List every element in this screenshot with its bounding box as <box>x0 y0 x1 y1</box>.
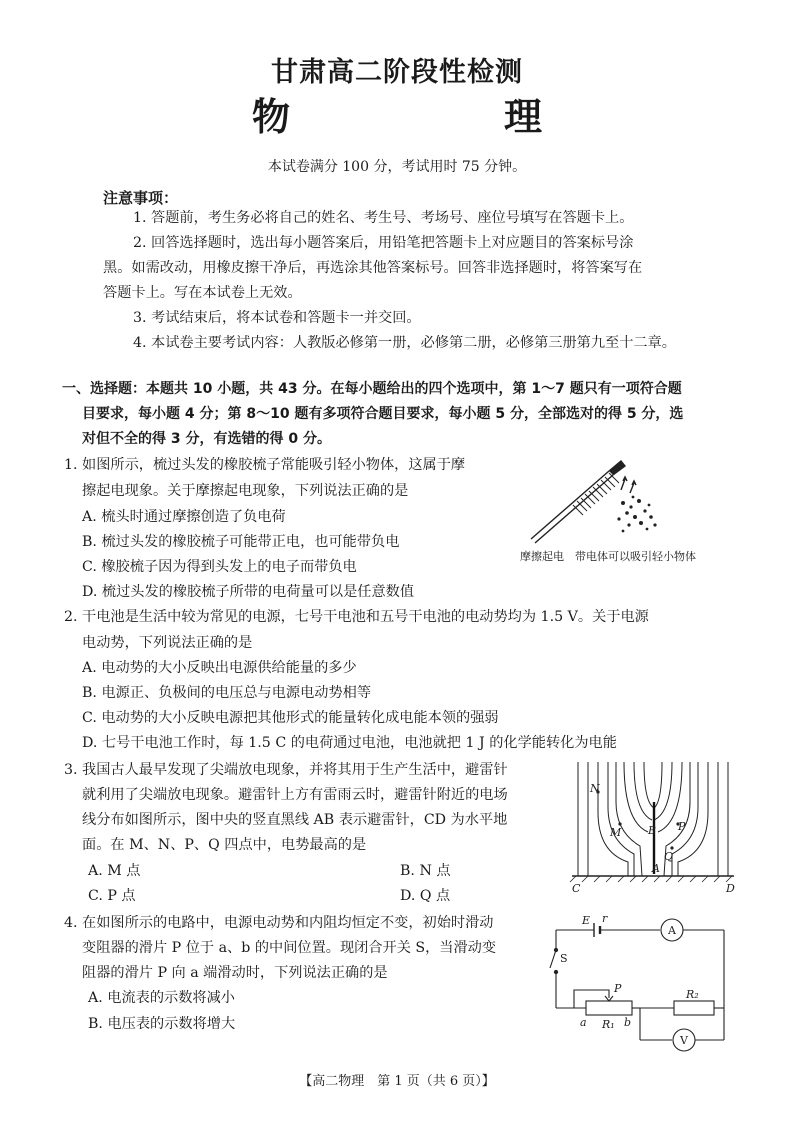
question-3-stem: 3. 我国古人最早发现了尖端放电现象，并将其用于生产生活中，避雷针 <box>64 762 508 778</box>
point-b-label: B <box>648 824 657 837</box>
point-c-label: C <box>572 882 581 895</box>
question-1-option-c: C. 橡胶梳子因为得到头发上的电子而带负电 <box>82 559 357 575</box>
question-1-stem: 擦起电现象。关于摩擦起电现象，下列说法正确的是 <box>82 483 409 499</box>
comb-figure-caption: 摩擦起电 带电体可以吸引轻小物体 <box>520 550 696 563</box>
question-3-stem: 就利用了尖端放电现象。避雷针上方有雷雨云时，避雷针附近的电场 <box>82 787 508 803</box>
lightning-rod-field-figure <box>568 762 738 896</box>
question-3-option-c: C. P 点 <box>88 888 136 904</box>
section-heading: 一、选择题：本题共 10 小题，共 43 分。在每小题给出的四个选项中，第 1～7 题只有一项符合题 <box>62 381 682 397</box>
question-3-stem: 面。在 M、N、P、Q 四点中，电势最高的是 <box>82 837 367 853</box>
slider-label: P <box>614 982 622 995</box>
question-2-option-a: A. 电动势的大小反映出电源供给能量的多少 <box>82 660 357 676</box>
question-3-stem: 线分布如图所示，图中央的竖直黑线 AB 表示避雷针，CD 为水平地 <box>82 812 508 828</box>
section-heading: 目要求，每小题 4 分；第 8～10 题有多项符合题目要求，每小题 5 分，全部选对的得 5 分，选 <box>82 406 684 422</box>
notice-line: 1. 答题前，考生务必将自己的姓名、考生号、考场号、座位号填写在答题卡上。 <box>133 210 634 226</box>
notice-line: 答题卡上。写在本试卷上无效。 <box>103 285 302 301</box>
subject-title: 物 理 <box>251 95 630 139</box>
r1-label: R₁ <box>602 1018 615 1031</box>
point-m-label: M <box>610 826 622 839</box>
exam-info: 本试卷满分 100 分，考试用时 75 分钟。 <box>267 159 527 175</box>
question-4-stem: 变阻器的滑片 P 位于 a、b 的中间位置。现闭合开关 S，当滑动变 <box>82 940 497 956</box>
notice-line: 黑。如需改动，用橡皮擦干净后，再选涂其他答案标号。回答非选择题时，将答案写在 <box>103 260 643 276</box>
notice-line: 2. 回答选择题时，选出每小题答案后，用铅笔把答题卡上对应题目的答案标号涂 <box>133 235 634 251</box>
page-footer: 【高二物理 第 1 页（共 6 页）】 <box>299 1074 495 1089</box>
r2-label: R₂ <box>686 988 699 1001</box>
question-4-option-b: B. 电压表的示数将增大 <box>88 1016 236 1032</box>
section-heading: 对但不全的得 3 分，有选错的得 0 分。 <box>82 431 331 447</box>
question-4-stem: 阻器的滑片 P 向 a 端滑动时，下列说法正确的是 <box>82 965 388 981</box>
point-p-label: P <box>678 820 686 833</box>
question-1-option-b: B. 梳过头发的橡胶梳子可能带正电，也可能带负电 <box>82 534 400 550</box>
question-1-option-d: D. 梳过头发的橡胶梳子所带的电荷量可以是任意数值 <box>82 584 415 600</box>
comb-figure <box>505 455 745 547</box>
question-2-stem: 电动势，下列说法正确的是 <box>82 635 253 651</box>
terminal-a-label: a <box>580 1016 587 1029</box>
question-4-stem: 4. 在如图所示的电路中，电源电动势和内阻均恒定不变，初始时滑动 <box>64 915 494 931</box>
exam-title: 甘肃高二阶段性检测 <box>271 57 523 88</box>
question-4-option-a: A. 电流表的示数将减小 <box>88 990 235 1006</box>
notice-line: 3. 考试结束后，将本试卷和答题卡一并交回。 <box>133 310 421 326</box>
emf-label: E <box>582 914 591 927</box>
ammeter-icon: A <box>668 924 676 937</box>
question-2-option-c: C. 电动势的大小反映电源把其他形式的能量转化成电能本领的强弱 <box>82 710 499 726</box>
question-1-stem: 1. 如图所示，梳过头发的橡胶梳子常能吸引轻小物体，这属于摩 <box>64 457 466 473</box>
question-3-option-b: B. N 点 <box>400 863 451 879</box>
question-2-option-b: B. 电源正、负极间的电压总与电源电动势相等 <box>82 685 372 701</box>
notice-heading: 注意事项： <box>103 189 179 207</box>
point-d-label: D <box>726 882 735 895</box>
point-a-label: A <box>652 862 660 875</box>
internal-resistance-label: r <box>602 912 608 925</box>
circuit-figure <box>538 910 738 1060</box>
question-3-option-a: A. M 点 <box>88 863 141 879</box>
question-1-option-a: A. 梳头时通过摩擦创造了负电荷 <box>82 509 286 525</box>
question-3-option-d: D. Q 点 <box>400 888 451 904</box>
point-n-label: N <box>590 782 600 795</box>
voltmeter-icon: V <box>680 1034 688 1047</box>
notice-line: 4. 本试卷主要考试内容：人教版必修第一册，必修第二册，必修第三册第九至十二章。 <box>133 335 676 351</box>
point-q-label: Q <box>664 850 674 863</box>
question-2-stem: 2. 干电池是生活中较为常见的电源，七号干电池和五号干电池的电动势均为 1.5 V。关于电源 <box>64 609 649 625</box>
switch-label: S <box>560 952 568 965</box>
question-2-option-d: D. 七号干电池工作时，每 1.5 C 的电荷通过电池，电池就把 1 J 的化学能转化为电能 <box>82 735 617 751</box>
terminal-b-label: b <box>624 1016 632 1029</box>
